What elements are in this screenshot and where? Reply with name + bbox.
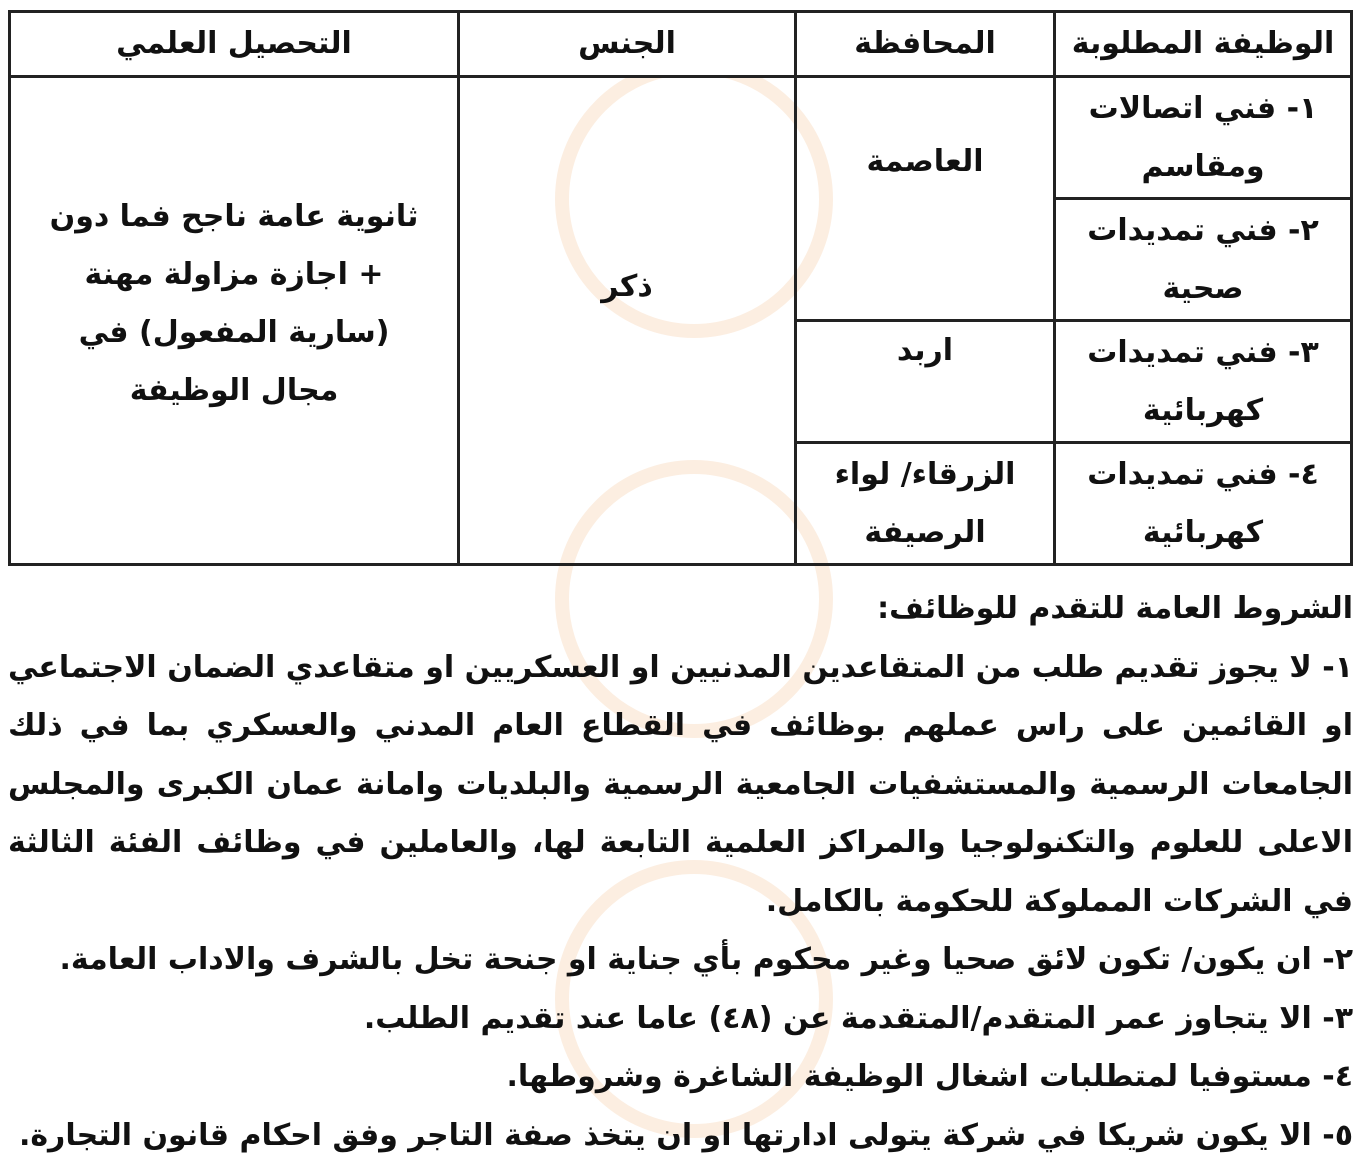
header-gender: الجنس bbox=[459, 12, 796, 77]
header-qualification: التحصيل العلمي bbox=[10, 12, 459, 77]
condition-item: ١- لا يجوز تقديم طلب من المتقاعدين المدنيين او العسكريين او متقاعدي الضمان الاجتماعي او القائمين على راس عملهم بوظائف في القطاع العام المدني والعسكري بما في ذلك الجامعات الرسمية والمستشفيات الجامعية الرسمية والبلديات وامانة عمان الكبرى والمجلس الاعلى للعلوم والتكنولوجيا والمراكز العلمية التابعة لها، والعاملين في وظائف الفئة الثالثة في الشركات المملوكة للحكومة بالكامل. bbox=[8, 639, 1353, 932]
table-header-row bbox=[10, 12, 1352, 77]
job-cell: ٤- فني تمديدات كهربائية bbox=[1055, 443, 1352, 565]
gender-cell: ذكر bbox=[459, 77, 796, 565]
condition-item: ٢- ان يكون/ تكون لائق صحيا وغير محكوم بأي جناية او جنحة تخل بالشرف والاداب العامة. bbox=[8, 931, 1353, 990]
governorate-cell: الزرقاء/ لواء الرصيفة bbox=[796, 443, 1055, 565]
condition-item: ٣- الا يتجاوز عمر المتقدم/المتقدمة عن (٤٨) عاما عند تقديم الطلب. bbox=[8, 990, 1353, 1049]
job-cell: ١- فني اتصالات ومقاسم bbox=[1055, 77, 1352, 199]
jobs-table bbox=[8, 10, 1353, 566]
governorate-cell: العاصمة bbox=[796, 77, 1055, 321]
header-job: الوظيفة المطلوبة bbox=[1055, 12, 1352, 77]
condition-item: ٤- مستوفيا لمتطلبات اشغال الوظيفة الشاغرة وشروطها. bbox=[8, 1048, 1353, 1107]
general-conditions bbox=[8, 580, 1353, 1165]
condition-item: ٥- الا يكون شريكا في شركة يتولى ادارتها او ان يتخذ صفة التاجر وفق احكام قانون التجارة. bbox=[8, 1107, 1353, 1165]
job-cell: ٢- فني تمديدات صحية bbox=[1055, 199, 1352, 321]
conditions-title: الشروط العامة للتقدم للوظائف: bbox=[8, 580, 1353, 639]
job-cell: ٣- فني تمديدات كهربائية bbox=[1055, 321, 1352, 443]
governorate-cell: اربد bbox=[796, 321, 1055, 443]
table-row bbox=[10, 77, 1352, 199]
qualification-cell: ثانوية عامة ناجح فما دون + اجازة مزاولة مهنة (سارية المفعول) في مجال الوظيفة bbox=[10, 77, 459, 565]
header-governorate: المحافظة bbox=[796, 12, 1055, 77]
